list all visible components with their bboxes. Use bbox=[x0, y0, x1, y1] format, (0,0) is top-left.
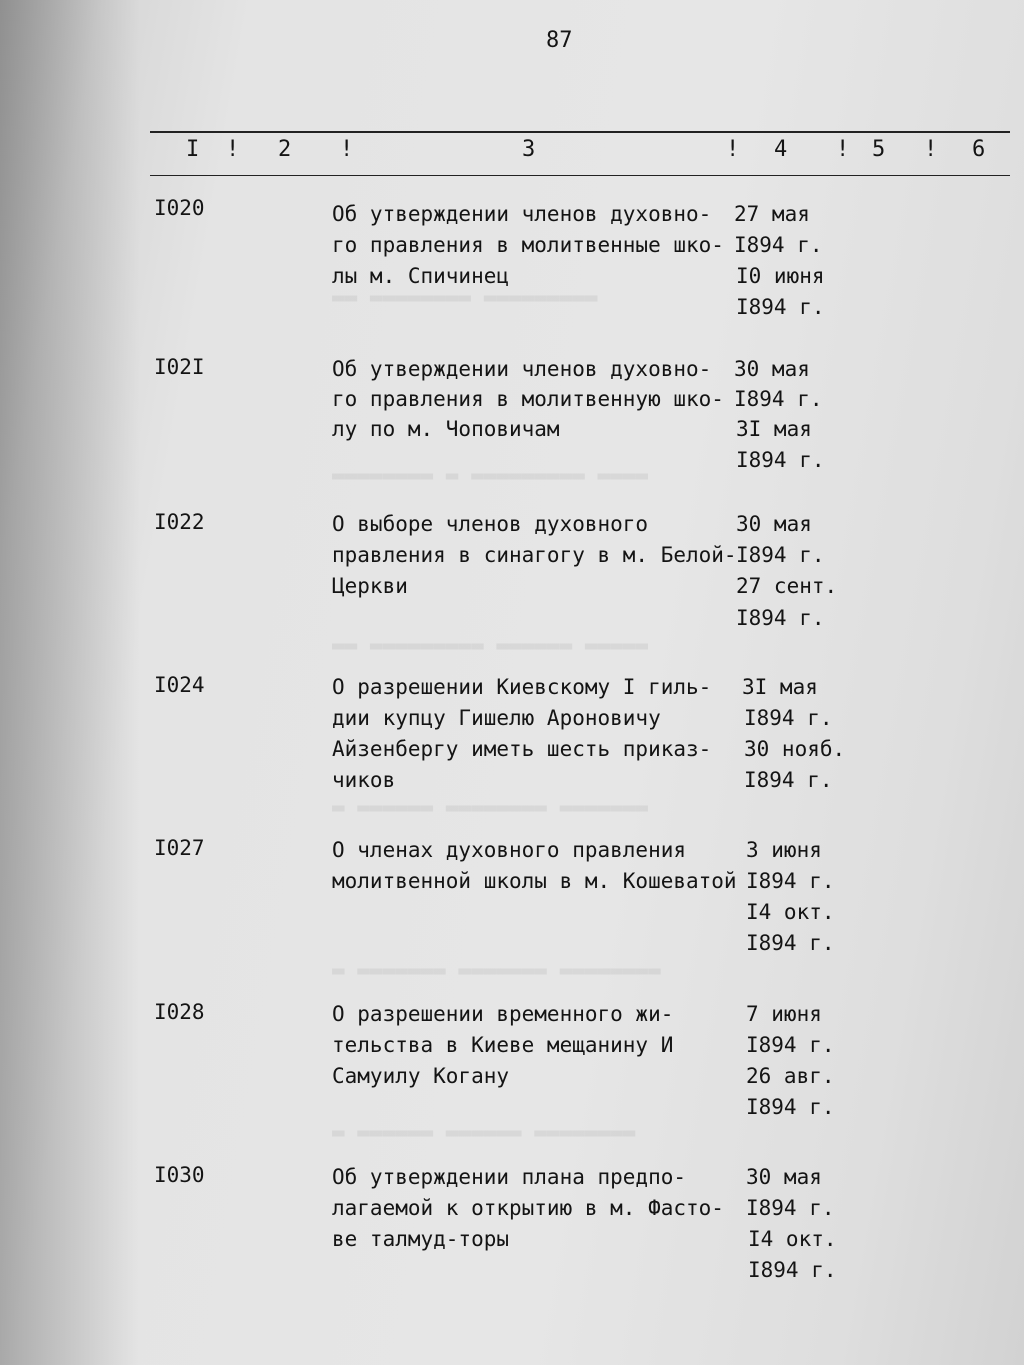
entry-start-year: I894 г. bbox=[746, 1196, 835, 1220]
column-header-4: 4 bbox=[774, 137, 788, 162]
bleed-through-mark: ▬▬▬▬▬▬▬▬ ▬ ▬▬▬▬▬▬▬▬▬ ▬▬▬▬ bbox=[332, 463, 649, 487]
entry-title-line: лы м. Спичинец bbox=[332, 264, 510, 288]
table-header-rule bbox=[150, 175, 1010, 176]
entry-end-year: I894 г. bbox=[736, 606, 825, 630]
entry-end-date: 30 нояб. bbox=[744, 737, 846, 761]
column-separator: ! bbox=[340, 137, 354, 162]
column-header-1: I bbox=[186, 137, 200, 162]
entry-start-date: 3I мая bbox=[742, 675, 818, 699]
entry-title-line: О разрешении Киевскому I гиль- bbox=[332, 675, 712, 699]
entry-start-date: 30 мая bbox=[736, 512, 812, 536]
entry-title-line: Об утверждении членов духовно- bbox=[332, 202, 712, 226]
column-separator: ! bbox=[836, 137, 850, 162]
entry-end-year: I894 г. bbox=[736, 295, 825, 319]
entry-title-line: Церкви bbox=[332, 574, 408, 598]
entry-number: I020 bbox=[154, 196, 205, 220]
entry-end-year: I894 г. bbox=[748, 1258, 837, 1282]
entry-end-date: I4 окт. bbox=[746, 900, 835, 924]
entry-title-line: О членах духовного правления bbox=[332, 838, 687, 862]
entry-title-line: правления в синагогу в м. Белой- bbox=[332, 543, 737, 567]
entry-start-year: I894 г. bbox=[744, 706, 833, 730]
bleed-through-mark: ▬▬ ▬▬▬▬▬▬▬▬▬ ▬▬▬▬▬▬ ▬▬▬▬▬ bbox=[332, 633, 649, 657]
page-number: 87 bbox=[546, 28, 573, 53]
entry-end-date: 3I мая bbox=[736, 417, 812, 441]
column-separator: ! bbox=[726, 137, 740, 162]
entry-end-year: I894 г. bbox=[736, 448, 825, 472]
entry-title-line: ве талмуд-торы bbox=[332, 1227, 510, 1251]
entry-number: I028 bbox=[154, 1000, 205, 1024]
column-header-row bbox=[150, 137, 1010, 171]
entry-number: I02I bbox=[154, 355, 205, 379]
entry-end-date: 27 сент. bbox=[736, 574, 838, 598]
entry-start-year: I894 г. bbox=[746, 869, 835, 893]
entry-title-line: Об утверждении членов духовно- bbox=[332, 357, 712, 381]
entry-end-year: I894 г. bbox=[746, 931, 835, 955]
bleed-through-mark: ▬▬ ▬▬▬▬▬▬▬▬ ▬▬▬▬▬▬▬▬▬ bbox=[332, 285, 598, 309]
entry-number: I022 bbox=[154, 510, 205, 534]
entry-end-year: I894 г. bbox=[744, 768, 833, 792]
entry-start-date: 3 июня bbox=[746, 838, 822, 862]
entry-title-line: Об утверждении плана предпо- bbox=[332, 1165, 687, 1189]
entry-title-line: молитвенной школы в м. Кошеватой bbox=[332, 869, 737, 893]
column-header-3: 3 bbox=[522, 137, 536, 162]
entry-start-date: 30 мая bbox=[734, 357, 810, 381]
entry-title-line: го правления в молитвенную шко- bbox=[332, 387, 724, 411]
entry-start-date: 30 мая bbox=[746, 1165, 822, 1189]
entry-title-line: О разрешении временного жи- bbox=[332, 1002, 674, 1026]
entry-start-date: 27 мая bbox=[734, 202, 810, 226]
column-separator: ! bbox=[924, 137, 938, 162]
entry-number: I027 bbox=[154, 836, 205, 860]
bleed-through-mark: ▬ ▬▬▬▬▬▬ ▬▬▬▬▬▬▬▬ ▬▬▬▬▬▬▬ bbox=[332, 795, 649, 819]
column-header-2: 2 bbox=[278, 137, 292, 162]
entry-title-line: тельства в Киеве мещанину И bbox=[332, 1033, 674, 1057]
column-separator: ! bbox=[226, 137, 240, 162]
entry-end-date: I0 июня bbox=[736, 264, 825, 288]
entry-start-year: I894 г. bbox=[736, 543, 825, 567]
entry-title-line: Айзенбергу иметь шесть приказ- bbox=[332, 737, 712, 761]
entry-start-date: 7 июня bbox=[746, 1002, 822, 1026]
entry-start-year: I894 г. bbox=[746, 1033, 835, 1057]
entry-number: I024 bbox=[154, 673, 205, 697]
entry-start-year: I894 г. bbox=[734, 233, 823, 257]
entry-title-line: го правления в молитвенные шко- bbox=[332, 233, 724, 257]
entry-end-year: I894 г. bbox=[746, 1095, 835, 1119]
entry-title-line: дии купцу Гишелю Ароновичу bbox=[332, 706, 661, 730]
table-top-rule bbox=[150, 131, 1010, 133]
entry-title-line: лу по м. Чоповичам bbox=[332, 417, 560, 441]
column-header-5: 5 bbox=[872, 137, 886, 162]
entry-title-line: Самуилу Когану bbox=[332, 1064, 510, 1088]
column-header-6: 6 bbox=[972, 137, 986, 162]
entry-end-date: 26 авг. bbox=[746, 1064, 835, 1088]
bleed-through-mark: ▬ ▬▬▬▬▬▬▬ ▬▬▬▬▬▬▬ ▬▬▬▬▬▬▬▬ bbox=[332, 958, 661, 982]
entry-title-line: чиков bbox=[332, 768, 396, 792]
page-edge-shadow bbox=[0, 0, 140, 1365]
entry-start-year: I894 г. bbox=[734, 387, 823, 411]
entry-title-line: О выборе членов духовного bbox=[332, 512, 649, 536]
entry-title-line: лагаемой к открытию в м. Фасто- bbox=[332, 1196, 724, 1220]
entry-number: I030 bbox=[154, 1163, 205, 1187]
entry-end-date: I4 окт. bbox=[748, 1227, 837, 1251]
bleed-through-mark: ▬ ▬▬▬▬▬▬ ▬▬▬▬▬▬ ▬▬▬▬▬▬▬▬ bbox=[332, 1120, 636, 1144]
